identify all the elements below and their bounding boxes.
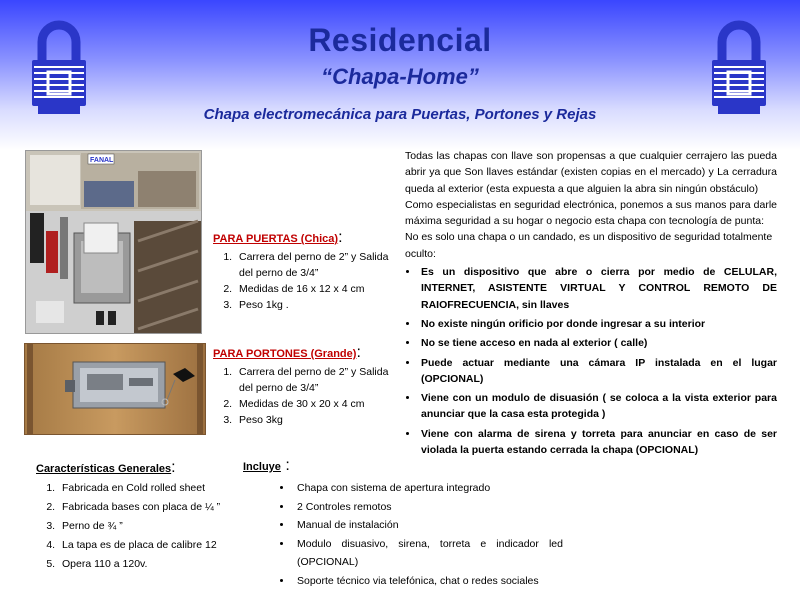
description-paragraph: Todas las chapas con llave son propensas a que cualquier cerrajero las pueda abrir ya que Son llaves estándar (existen copias en el mercado) y La cerradura queda al exterior (esta expuesta a que alguien la abra sin ningún obstáculo) [405,150,777,195]
gates-spec-list [213,364,398,428]
list-item: • 2 Controles remotos [293,498,563,517]
page-title: Residencial [308,22,492,58]
list-item: 1. Carrera del perno de 2” y Salida del perno de 3/4” [235,364,398,396]
list-item: • Puede actuar mediante una cámara IP instalada en el lugar (OPCIONAL) [419,355,777,388]
list-item: 2. Medidas de 16 x 12 x 4 cm [235,281,398,297]
list-item: • Modulo disuasivo, sirena, torreta e indicador led (OPCIONAL) [293,535,563,572]
product-name: “Chapa-Home” [321,64,479,89]
general-features-title: Características Generales [36,463,172,475]
list-item: 2. Fabricada bases con placa de ¼ ” [58,498,246,517]
list-item: 3. Peso 3kg [235,412,398,428]
includes-list [243,479,563,590]
general-features-section: Características Generales: 1. Fabricada en Cold rolled sheet 2. Fabricada bases con placa de ¼ ” 3. Perno de ¾ ” 4. La tapa es de placa de calibre 12 5. Opera 110 a 120v. [36,459,246,574]
gates-spec-title: PARA PORTONES (Grande) [213,348,357,360]
list-item: • No se tiene acceso en nada al exterior ( calle) [419,335,777,351]
list-item: • Manual de instalación [293,516,563,535]
gates-spec-section: PARA PORTONES (Grande): 1. Carrera del perno de 2” y Salida del perno de 3/4” 2. Medidas de 30 x 20 x 4 cm 3. Peso 3kg [213,344,398,428]
product-tagline: Chapa electromecánica para Puertas, Portones y Rejas [203,106,597,123]
doors-spec-title: PARA PUERTAS (Chica) [213,233,339,245]
list-item: • Viene con un modulo de disuasión ( se coloca a la vista exterior para anunciar que la casa esta protegida ) [419,390,777,423]
description-paragraph: No es solo una chapa o un candado, es un dispositivo de seguridad totalmente oculto: [405,231,773,260]
list-item: 3. Perno de ¾ ” [58,517,246,536]
general-features-list [36,479,246,574]
list-item: 5. Opera 110 a 120v. [58,555,246,574]
list-item: 1. Fabricada en Cold rolled sheet [58,479,246,498]
product-photo-collage [25,150,202,334]
gate-lock-photo [24,343,206,435]
doors-spec-section: PARA PUERTAS (Chica): 1. Carrera del perno de 2” y Salida del perno de 3/4” 2. Medidas de 16 x 12 x 4 cm 3. Peso 1kg . [213,229,398,313]
list-item: • Soporte técnico via telefónica, chat o redes sociales [293,572,563,591]
list-item: • Chapa con sistema de apertura integrado [293,479,563,498]
includes-title: Incluye [243,461,281,473]
list-item: • No existe ningún orificio por donde ingresar a su interior [419,316,777,332]
list-item: 2. Medidas de 30 x 20 x 4 cm [235,396,398,412]
description-paragraph: Como especialistas en seguridad electrónica, ponemos a sus manos para darle máxima seguridad a su hogar o negocio esta chapa con tecnología de punta: [405,198,777,228]
doors-spec-list [213,249,398,313]
list-item: 3. Peso 1kg . [235,297,398,313]
list-item: • Es un dispositivo que abre o cierra por medio de CELULAR, INTERNET, ASISTENTE VIRTUAL Y CONTROL REMOTO DE RAIOFRECUENCIA, sin llaves [419,264,777,313]
shop-sign: FANAL [90,157,114,164]
product-description [405,148,777,461]
list-item: • Viene con alarma de sirena y torreta para anunciar en caso de ser violada la puerta estando cerrada la chapa (OPCIONAL) [419,426,777,459]
includes-section: Incluye : • Chapa con sistema de apertura integrado • 2 Controles remotos • Manual de instalación • Modulo disuasivo, sirena, torreta e indicador led (OPCIONAL) • Soporte técnico via telefónica, chat o redes sociales [243,457,563,590]
list-item: 4. La tapa es de placa de calibre 12 [58,536,246,555]
feature-list [405,264,777,458]
list-item: 1. Carrera del perno de 2” y Salida del perno de 3/4” [235,249,398,281]
